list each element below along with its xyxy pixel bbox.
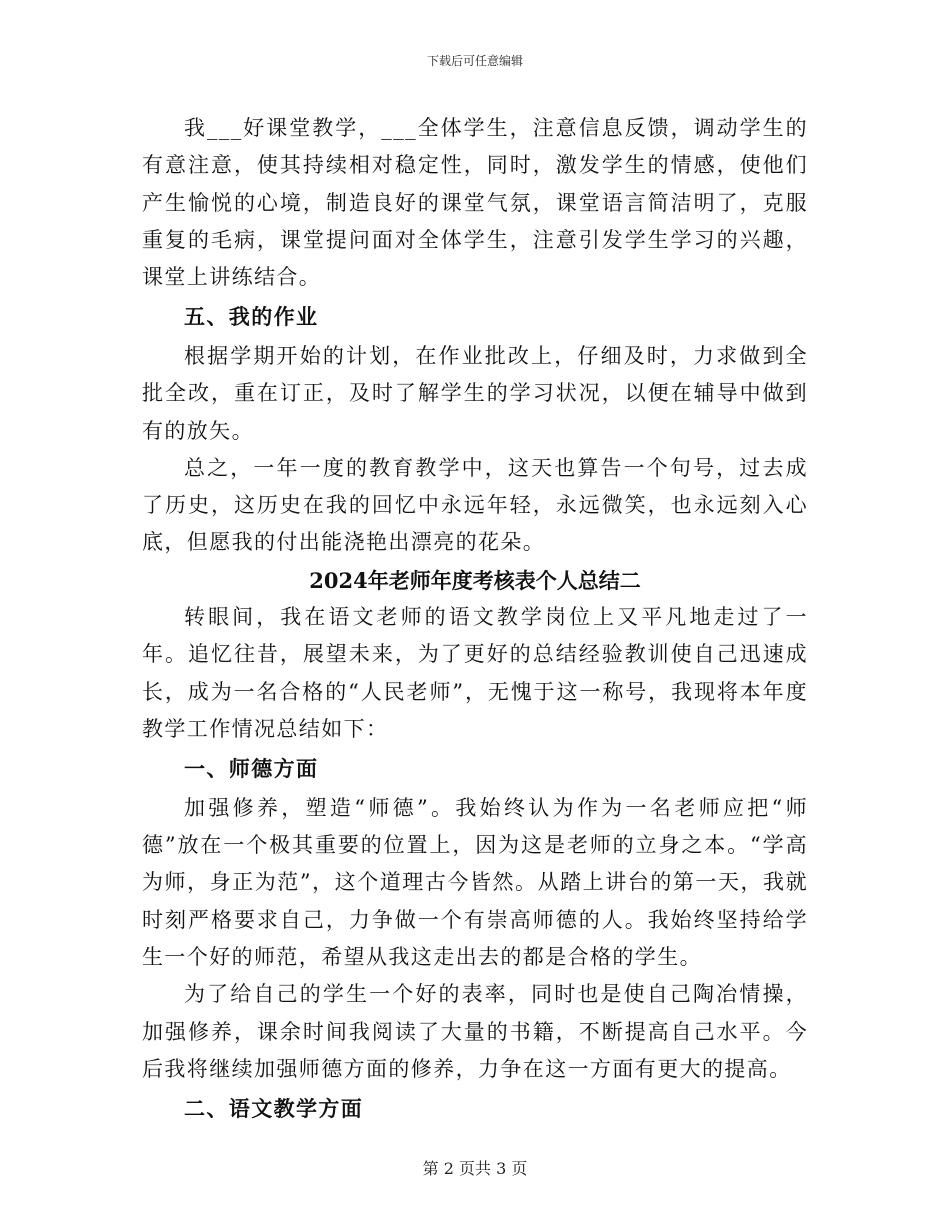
paragraph-intro: 转眼间，我在语文老师的语文教学岗位上又平凡地走过了一年。追忆往昔，展望未来，为了更好的总结经验教训使自己迅速成长，成为一名合格的“人民老师”，无愧于这一称号，我现将本年度教学工作情况总结如下： bbox=[142, 605, 808, 741]
paragraph-homework: 根据学期开始的计划，在作业批改上，仔细及时，力求做到全批全改，重在订正，及时了解学生的学习状况，以便在辅导中做到有的放矢。 bbox=[142, 343, 808, 443]
paragraph-classroom-teaching: 我___好课堂教学，___全体学生，注意信息反馈，调动学生的有意注意，使其持续相对稳定性，同时，激发学生的情感，使他们产生愉悦的心境，制造良好的课堂气氛，课堂语言简洁明了，克服重复的毛病，课堂提问面对全体学生，注意引发学生学习的兴趣，课堂上讲练结合。 bbox=[142, 116, 808, 290]
section-heading-ethics: 一、师德方面 bbox=[184, 756, 319, 782]
paragraph-ethics: 加强修养，塑造“师德”。我始终认为作为一名老师应把“师德”放在一个极其重要的位置上，因为这是老师的立身之本。“学高为师，身正为范”，这个道理古今皆然。从踏上讲台的第一天，我就时刻严格要求自己，力争做一个有崇高师德的人。我始终坚持给学生一个好的师范，希望从我这走出去的都是合格的学生。 bbox=[142, 795, 808, 969]
document-body bbox=[142, 110, 808, 1130]
page-header: 下载后可任意编辑 bbox=[426, 54, 523, 68]
document-title-two: 2024年老师年度考核表个人总结二 bbox=[309, 567, 641, 593]
page-footer: 第 2 页共 3 页 bbox=[422, 1159, 528, 1178]
section-heading-homework: 五、我的作业 bbox=[184, 304, 319, 330]
paragraph-conclusion: 总之，一年一度的教育教学中，这天也算告一个句号，过去成了历史，这历史在我的回忆中永远年轻，永远微笑，也永远刻入心底，但愿我的付出能浇艳出漂亮的花朵。 bbox=[142, 455, 808, 555]
section-heading-chinese-teaching: 二、语文教学方面 bbox=[184, 1096, 364, 1122]
paragraph-self-improvement: 为了给自己的学生一个好的表率，同时也是使自己陶冶情操，加强修养，课余时间我阅读了大量的书籍，不断提高自己水平。今后我将继续加强师德方面的修养，力争在这一方面有更大的提高。 bbox=[142, 982, 808, 1081]
